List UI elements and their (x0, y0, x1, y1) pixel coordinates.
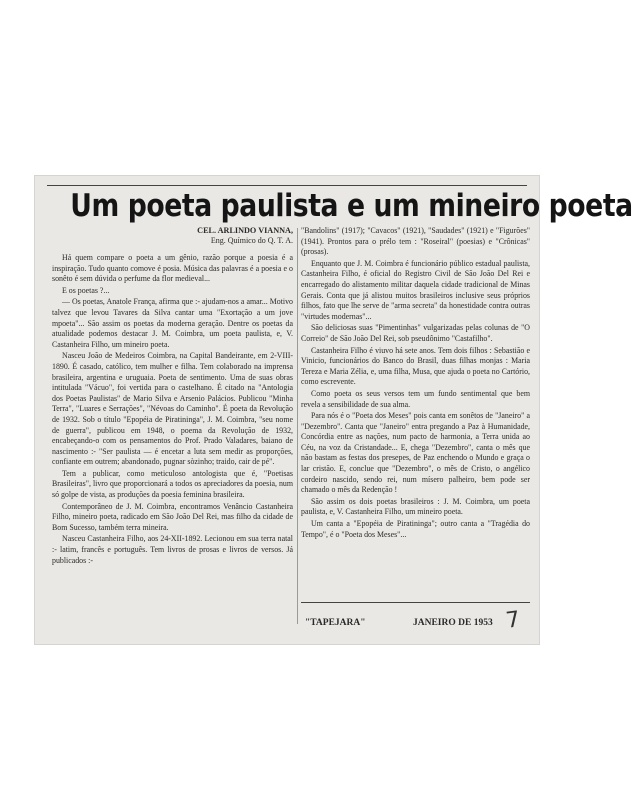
paragraph: Enquanto que J. M. Coimbra é funcionário público estadual paulista, Castanheira Filho, é oficial do Registro Civil de São João Del Rei e encarregado do alistamento militar daquela cidade tradicional de Minas Gerais. Conta que já alistou muitos brasileiros inclusive seus próprios filhos, fato que lhe serve de "arma secreta" da honestidade contra outras "virtudes modernas"... (301, 258, 530, 321)
paragraph: Castanheira Filho é viuvo há sete anos. Tem dois filhos : Sebastião e Vinicio, funcionários do Banco do Brasil, duas filhas monjas : Maria Tereza e Maria Zélia, e, uma filha, Musa, que ajuda o poeta no Cartório, como escrevente. (301, 345, 530, 387)
paragraph: Nasceu Castanheira Filho, aos 24-XII-1892. Lecionou em sua terra natal :- latim, francês e português. Tem livros de prosas e livros de versos. Já publicados :- (52, 534, 293, 565)
author-affiliation: Eng. Químico do Q. T. A. (210, 236, 293, 245)
paragraph: "Bandolins" (1917); "Cavacos" (1921), "Saudades" (1921) e "Figurões" (1941). Prontos para o prélo tem : "Roseiral" (poesias) e "Crônicas" (prosas). (301, 226, 530, 257)
author-name: CEL. ARLINDO VIANNA, (197, 226, 293, 235)
headline: Um poeta paulista e um mineiro poeta (70, 188, 633, 224)
paragraph: Tem a publicar, como meticuloso antologista que é, "Poetisas Brasileiras", livro que proporcionará a todos os apreciadores da poesia, num só golpe de vista, as produções da poesia feminina brasileira. (52, 468, 293, 500)
column-divider (297, 228, 298, 624)
newspaper-clipping (35, 176, 633, 644)
footer-rule (301, 602, 530, 603)
top-rule (47, 185, 527, 186)
footer (301, 596, 530, 636)
paragraph: E os poetas ?... (62, 285, 110, 295)
paragraph: Há quem compare o poeta a um gênio, razão porque a poesia é a inspiração. Tudo quanto comove é posia. Música das palavras é a poesia e o sonêto é sem dúvida o perfume da flor medieval... (52, 253, 293, 284)
paragraph: São assim os dois poetas brasileiros : J. M. Coimbra, um poeta paulista, e, V. Castanheira Filho, um mineiro poeta. (301, 496, 530, 517)
paragraph: Um canta a "Epopéia de Piratininga"; outro canta a "Tragédia do Tempo", é o "Poeta dos Meses"... (301, 519, 530, 539)
paragraph: São deliciosas suas "Pimentinhas" vulgarizadas pelas colunas de "O Correio" de São João Del Rei, sob pseudônimo "Castafilho". (301, 323, 530, 343)
paragraph: Como poeta os seus versos tem um fundo sentimental que bem revela a sensibilidade de sua alma. (301, 388, 530, 409)
right-column (301, 226, 530, 541)
page-number: 7 (504, 607, 522, 634)
paragraph: Para nós é o "Poeta dos Meses" pois canta em sonêtos de "Janeiro" a "Dezembro". Canta que "Janeiro" entra pregando a Paz à Humanidade, Concórdia entre as nações, num pacto de harmonia, a Terra unida ao Céu, na voz da Cristandade... E, chega "Dezembro", canta o mês que não bastam as festas dos presepes, de Paz enchendo o Mundo e graça o lar cristão. E, conclue que "Dezembro", o mês de Cristo, o angélico cordeiro nascido, sendo rei, num mísero palheiro, bem pode ser chamado o mês da Redenção ! (301, 411, 530, 495)
paragraph: Nasceu João de Medeiros Coimbra, na Capital Bandeirante, em 2-VIII-1890. É casado, católico, tem mulher e filha. Tem colaborado na imprensa brasileira, argentina e uruguaia. Poeta de sentimento. Uma de suas obras intitulada "Vácuo", foi vertida para o castelhano. É citado na "Antologia dos Poetas Paulistas" de Mario Silva e Arsenio Palácios. Publicou "Minha Terra", "Luares e Serrações", "Névoas do Caminho". É poeta da Revolução de 1932. Sob o título "Epopéia de Piratininga", J. M. Coimbra, "seu nome de guerra", publicou em 1948, o poema da Revolução de 1932, encabeçando-o com os pensamentos do Prof. Prado Valadares, baiano de nascimento :- "Ser paulista — é encetar a luta sem medir as proporções, confiante em outrem; abandonado, pugnar sòzinho; traido, cair de pé". (52, 351, 293, 467)
left-column (52, 226, 293, 567)
magazine-name: "TAPEJARA" (305, 618, 366, 628)
paragraph: — Os poetas, Anatole França, afirma que :- ajudam-nos a amar... Motivo talvez que levou Tavares da Silva cantar uma "Exortação a um jove mpoeta"... São assim os poetas da moderna geração. Dentre os poetas da atualidade podemos destacar J. M. Coimbra, um poeta paulista, e, V. Castanheira Filho, um mineiro poeta. (52, 297, 293, 349)
issue-date: JANEIRO DE 1953 (413, 618, 493, 628)
paragraph: Contemporâneo de J. M. Coimbra, encontramos Venâncio Castanheira Filho, mineiro poeta, radicado em São João Del Rei, mas filho da cidade de Bom Sucesso, também terra mineira. (52, 501, 293, 532)
